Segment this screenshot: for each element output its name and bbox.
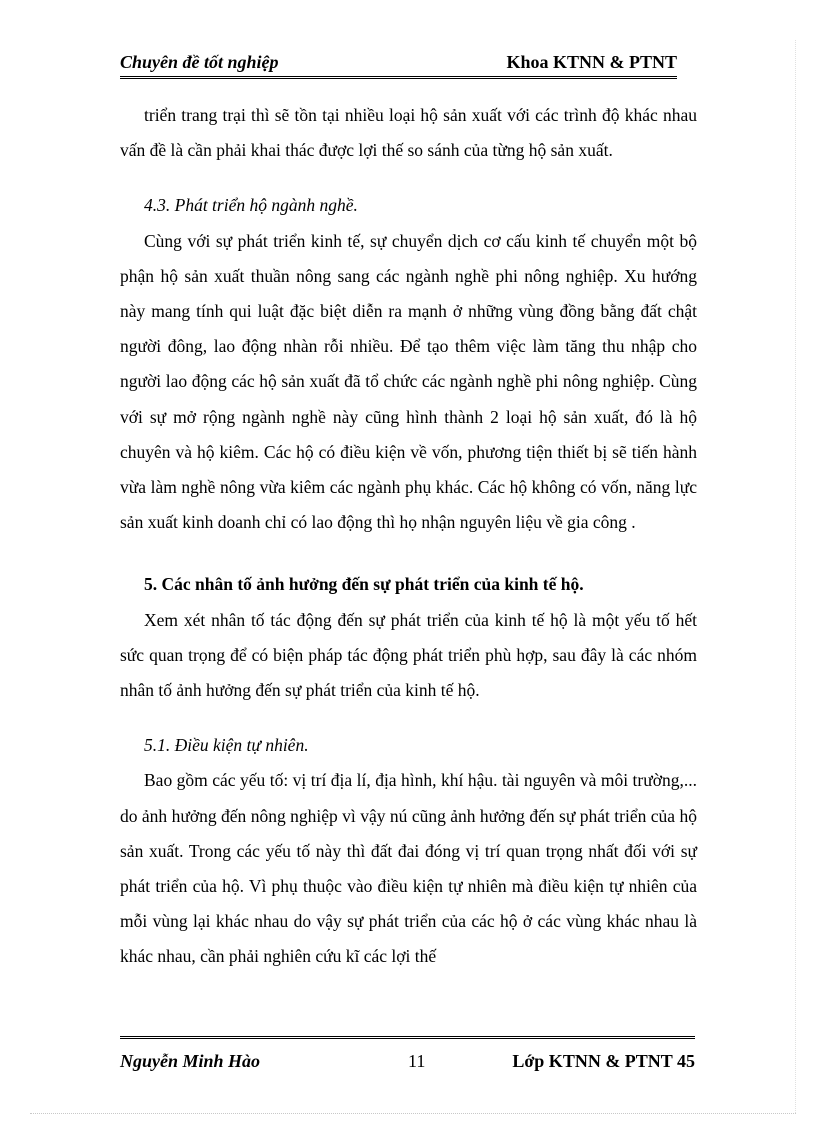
section-heading-5: 5. Các nhân tố ảnh hưởng đến sự phát triển của kinh tế hộ. bbox=[144, 574, 584, 595]
page-edge-right-divider bbox=[795, 40, 796, 1113]
paragraph-household-trades: Cùng với sự phát triển kinh tế, sự chuyển dịch cơ cấu kinh tế chuyển một bộ phận hộ sản xuất thuần nông sang các ngành nghề phi nông nghiệp. Xu hướng này mang tính qui luật đặc biệt diễn ra mạnh ở những vùng đồng bằng đất chật người đông, lao động nhàn rỗi nhiều. Để tạo thêm việc làm tăng thu nhập cho người lao động các hộ sản xuất đã tổ chức các ngành nghề phi nông nghiệp. Cùng với sự mở rộng ngành nghề này cũng hình thành 2 loại hộ sản xuất, đó là hộ chuyên và hộ kiêm. Các hộ có điều kiện về vốn, phương tiện thiết bị sẽ tiến hành vừa làm nghề nông vừa kiêm các ngành phụ khác. Các hộ không có vốn, năng lực sản xuất kinh doanh chỉ có lao động thì họ nhận nguyên liệu về gia công . bbox=[120, 230, 697, 533]
paragraph-natural-conditions: Bao gồm các yếu tố: vị trí địa lí, địa hình, khí hậu. tài nguyên và môi trường,... do ảnh hưởng đến nông nghiệp vì vậy nú cũng ảnh hưởng đến sự phát triển của hộ sản xuất. Trong các yếu tố này thì đất đai đóng vị trí quan trọng nhất đối với sự phát triển của hộ. Vì phụ thuộc vào điều kiện tự nhiên mà điều kiện tự nhiên của mỗi vùng lại khác nhau do vậy sự phát triển của các hộ ở các vùng khác nhau là khác nhau, cần phải nghiên cứu kĩ các lợi thế bbox=[120, 770, 697, 967]
footer-author: Nguyễn Minh Hào bbox=[120, 1051, 261, 1071]
page-number: 11 bbox=[408, 1051, 426, 1071]
header-document-title: Chuyên đề tốt nghiệp bbox=[120, 52, 279, 72]
paragraph-continuation: triển trang trại thì sẽ tồn tại nhiều loại hộ sản xuất với các trình độ khác nhau vấn đề là cần phải khai thác được lợi thế so sánh của từng hộ sản xuất. bbox=[120, 105, 697, 161]
paragraph-factors-intro: Xem xét nhân tố tác động đến sự phát triển của kinh tế hộ là một yếu tố hết sức quan trọng để có biện pháp tác động phát triển phù hợp, sau đây là các nhóm nhân tố ảnh hưởng đến sự phát triển của kinh tế hộ. bbox=[120, 609, 697, 701]
section-heading-4-3: 4.3. Phát triển hộ ngành nghề. bbox=[144, 195, 358, 216]
page-edge-divider bbox=[30, 1113, 796, 1114]
page-body bbox=[120, 98, 697, 975]
footer-class: Lớp KTNN & PTNT 45 bbox=[512, 1051, 695, 1071]
page-footer bbox=[120, 1036, 695, 1079]
page-header bbox=[120, 52, 677, 79]
header-faculty: Khoa KTNN & PTNT bbox=[506, 52, 677, 72]
section-heading-5-1: 5.1. Điều kiện tự nhiên. bbox=[144, 735, 309, 756]
